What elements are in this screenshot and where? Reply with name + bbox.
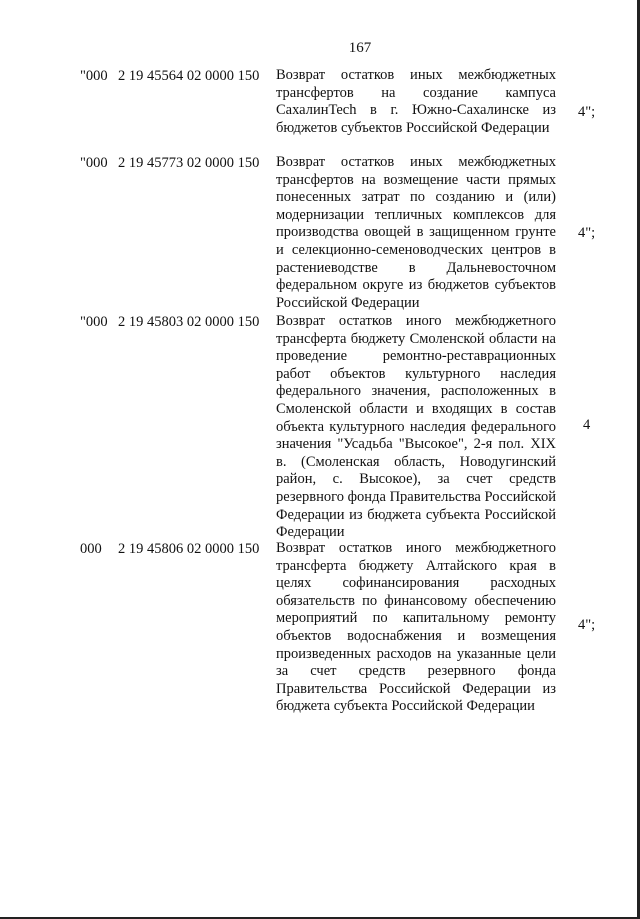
page-number: 167 (348, 40, 372, 56)
row-description: Возврат остатков иного межбюджетного трансферта бюджету Алтайского края в целях софинансирования расходных обязательств по финансовому обеспечению мероприятий по капитальному ремонту объектов водоснабжения и возмещения произведенных расходов на указанные цели за счет средств резервного фонда Правительства Российской Федерации из бюджета субъекта Российской Федерации (276, 540, 556, 715)
budget-code: 2 19 45803 02 0000 150 (118, 314, 260, 330)
row-value: 4"; (578, 104, 596, 120)
budget-code: 2 19 45806 02 0000 150 (118, 541, 260, 557)
row-prefix: "000 (80, 155, 108, 171)
row-prefix: 000 (80, 541, 102, 557)
row-value: 4"; (578, 617, 596, 633)
row-value: 4 (583, 417, 591, 433)
budget-code: 2 19 45773 02 0000 150 (118, 155, 260, 171)
row-description: Возврат остатков иных межбюджетных трансфертов на создание кампуса СахалинTech в г. Южно-Сахалинске из бюджетов субъектов Российской Федерации (276, 67, 556, 136)
row-description: Возврат остатков иных межбюджетных трансфертов на возмещение части прямых понесенных затрат по созданию и (или) модернизации тепличных комплексов для производства овощей в защищенном грунте и селекционно-семеноводческих центров в растениеводстве в Дальневосточном федеральном округе из бюджетов субъектов Российской Федерации (276, 154, 556, 311)
row-value: 4"; (578, 225, 596, 241)
row-prefix: "000 (80, 314, 108, 330)
row-description: Возврат остатков иного межбюджетного трансферта бюджету Смоленской области на проведение ремонтно-реставрационных работ объектов культурного наследия федерального значения, расположенных в Смоленской области и входящих в состав объекта культурного наследия федерального значения "Усадьба "Высокое", 2-я пол. XIX в. (Смоленская область, Новодугинский район, с. Высокое), за счет средств резервного фонда Правительства Российской Федерации из бюджета субъекта Российской Федерации (276, 313, 556, 541)
budget-code: 2 19 45564 02 0000 150 (118, 68, 260, 84)
row-prefix: "000 (80, 68, 108, 84)
